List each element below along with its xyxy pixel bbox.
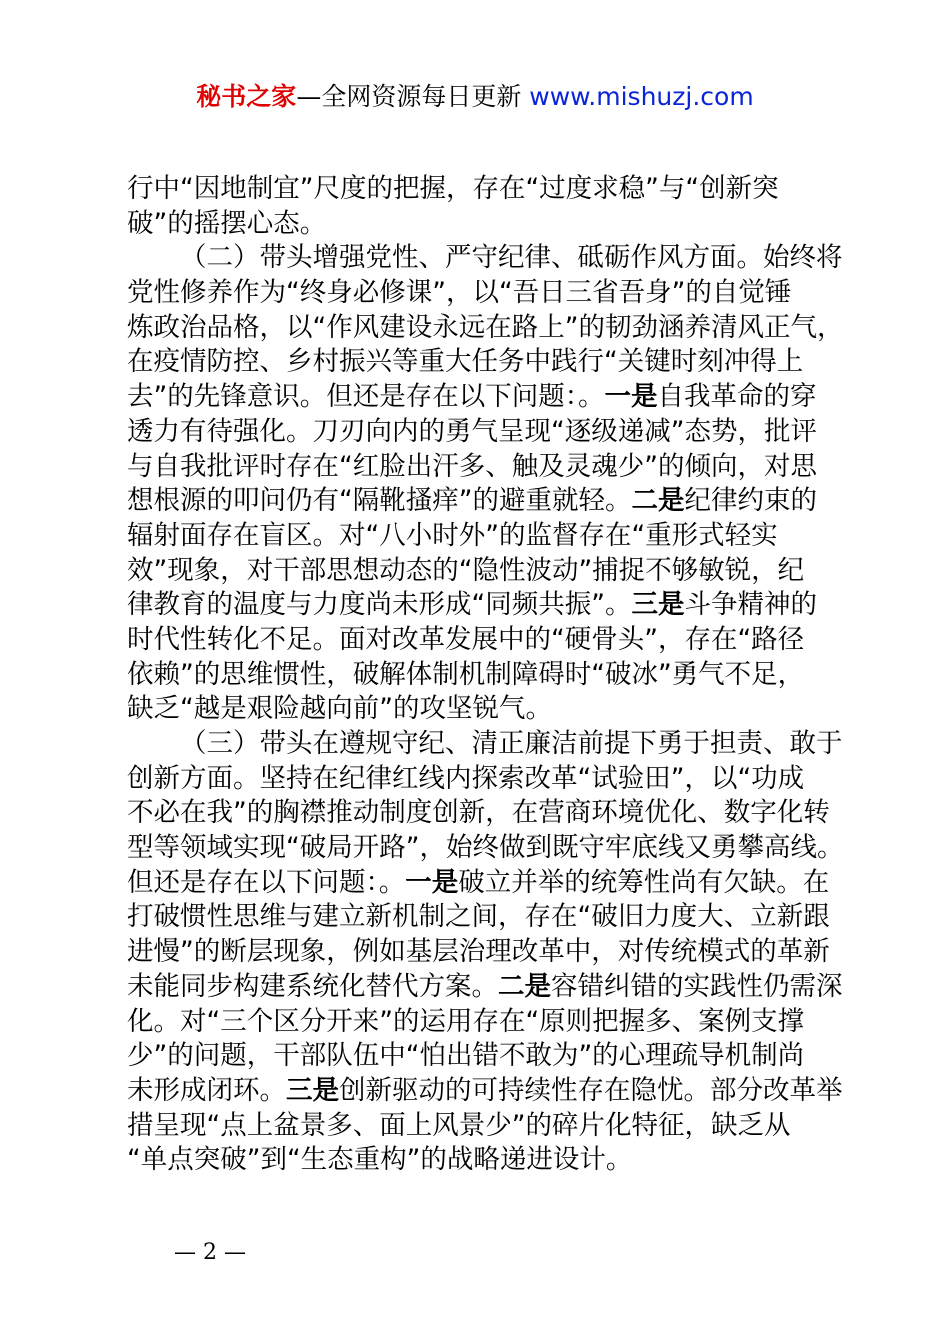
text-line bbox=[127, 831, 844, 866]
text-line bbox=[127, 450, 835, 485]
text-line bbox=[127, 796, 835, 831]
banner-tagline: —全网资源每日更新 bbox=[296, 82, 530, 111]
text-line bbox=[127, 692, 835, 727]
text-line bbox=[127, 415, 835, 450]
text-segment: 措呈现“点上盆景多、面上风景少”的碎片化特征，缺乏从 bbox=[127, 1109, 791, 1141]
text-segment: 型等领域实现“破局开路”，始终做到既守牢底线又勇攀高线。 bbox=[127, 832, 844, 864]
text-segment: 自我革命的穿 bbox=[657, 381, 817, 413]
text-segment: 容错纠错的实践性仍需深 bbox=[551, 970, 843, 1002]
text-line bbox=[127, 172, 835, 207]
text-segment: 破立并举的统筹性尚有欠缺。在 bbox=[458, 866, 830, 898]
text-segment: 纪律约束的 bbox=[684, 485, 817, 517]
bold-marker: 一是 bbox=[405, 866, 459, 898]
text-segment: 打破惯性思维与建立新机制之间，存在“破旧力度大、立新跟 bbox=[127, 901, 830, 933]
text-line bbox=[127, 519, 835, 554]
text-line bbox=[127, 866, 835, 901]
text-segment: 党性修养作为“终身必修课”，以“吾日三省吾身”的自觉锤 bbox=[127, 277, 792, 309]
text-line bbox=[127, 276, 835, 311]
text-segment: 创新驱动的可持续性存在隐忧。部分改革举 bbox=[339, 1074, 843, 1106]
bold-marker: 三是 bbox=[631, 589, 685, 621]
text-line bbox=[127, 900, 835, 935]
text-segment: 未形成闭环。 bbox=[127, 1074, 286, 1106]
text-segment: “单点突破”到“生态重构”的战略递进设计。 bbox=[127, 1144, 633, 1176]
text-segment: 化。对“三个区分开来”的运用存在“原则把握多、案例支撑 bbox=[127, 1005, 805, 1037]
text-line bbox=[127, 1074, 843, 1109]
text-segment: 进慢”的断层现象，例如基层治理改革中，对传统模式的革新 bbox=[127, 936, 830, 968]
text-segment: 行中“因地制宜”尺度的把握，存在“过度求稳”与“创新突 bbox=[127, 173, 779, 204]
text-line bbox=[127, 554, 835, 589]
text-segment: 在疫情防控、乡村振兴等重大任务中践行“关键时刻冲得上 bbox=[127, 346, 804, 378]
text-segment: 辐射面存在盲区。对“八小时外”的监督存在“重形式轻实 bbox=[127, 519, 778, 551]
text-line bbox=[127, 727, 843, 762]
text-line bbox=[127, 1143, 835, 1178]
text-line bbox=[127, 1005, 835, 1040]
document-body bbox=[127, 172, 844, 1178]
text-segment: 少”的问题，干部队伍中“怕出错不敢为”的心理疏导机制尚 bbox=[127, 1040, 805, 1072]
text-line bbox=[127, 207, 835, 242]
text-segment: 未能同步构建系统化替代方案。 bbox=[127, 970, 498, 1002]
text-line bbox=[127, 241, 843, 276]
text-line bbox=[127, 380, 835, 415]
text-line bbox=[127, 970, 843, 1005]
text-segment: 想根源的叩问仍有“隔靴搔痒”的避重就轻。 bbox=[127, 485, 632, 517]
bold-marker: 一是 bbox=[604, 381, 658, 413]
text-line bbox=[127, 658, 835, 693]
text-segment: 但还是存在以下问题：。 bbox=[127, 866, 406, 898]
text-line bbox=[127, 935, 835, 970]
page-number: — 2 — bbox=[174, 1240, 246, 1265]
text-segment: 律教育的温度与力度尚未形成“同频共振”。 bbox=[127, 589, 632, 621]
text-line bbox=[127, 1109, 835, 1144]
bold-marker: 二是 bbox=[631, 485, 685, 517]
brand-name: 秘书之家 bbox=[196, 82, 297, 111]
text-line bbox=[127, 484, 835, 519]
text-segment: 去”的先锋意识。但还是存在以下问题：。 bbox=[127, 381, 605, 413]
text-line bbox=[127, 1039, 835, 1074]
text-segment: 缺乏“越是艰险越向前”的攻坚锐气。 bbox=[127, 693, 552, 725]
text-segment: 炼政治品格，以“作风建设永远在路上”的韧劲涵养清风正气， bbox=[127, 311, 844, 343]
text-segment: 效”现象，对干部思想动态的“隐性波动”捕捉不够敏锐，纪 bbox=[127, 554, 805, 586]
text-line bbox=[127, 623, 835, 658]
bold-marker: 三是 bbox=[286, 1074, 339, 1106]
text-segment: 依赖”的思维惯性，破解体制机制障碍时“破冰”勇气不足， bbox=[127, 658, 805, 690]
bold-marker: 二是 bbox=[498, 970, 551, 1002]
text-segment: （二）带头增强党性、严守纪律、砥砺作风方面。始终将 bbox=[180, 242, 843, 274]
site-url-link[interactable]: www.mishuzj.com bbox=[529, 82, 754, 111]
text-line bbox=[127, 588, 835, 623]
text-segment: （三）带头在遵规守纪、清正廉洁前提下勇于担责、敢于 bbox=[180, 728, 843, 759]
text-segment: 斗争精神的 bbox=[684, 589, 817, 621]
site-banner bbox=[0, 80, 950, 114]
text-segment: 时代性转化不足。面对改革发展中的“硬骨头”，存在“路径 bbox=[127, 623, 805, 655]
text-segment: 透力有待强化。刀刃向内的勇气呈现“逐级递减”态势，批评 bbox=[127, 415, 817, 447]
text-line bbox=[127, 762, 835, 797]
text-line bbox=[127, 345, 835, 380]
text-segment: 破”的摇摆心态。 bbox=[127, 207, 327, 239]
text-segment: 与自我批评时存在“红脸出汗多、触及灵魂少”的倾向，对思 bbox=[127, 450, 817, 482]
text-segment: 不必在我”的胸襟推动制度创新，在营商环境优化、数字化转 bbox=[127, 797, 830, 829]
text-segment: 创新方面。坚持在纪律红线内探索改革“试验田”，以“功成 bbox=[127, 762, 805, 794]
text-line bbox=[127, 311, 844, 346]
